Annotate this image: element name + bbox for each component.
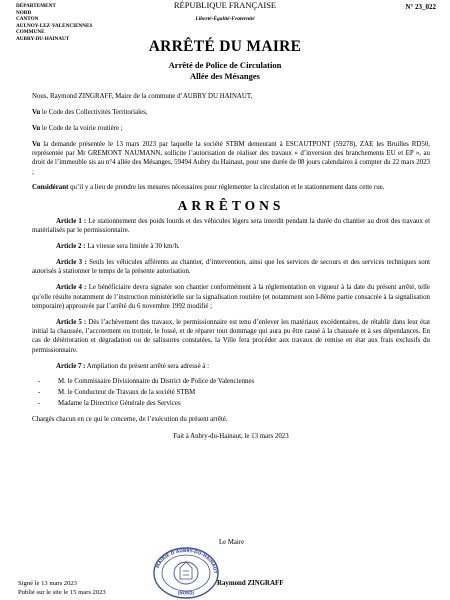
republic-header (0, 0, 450, 24)
considerant-lead: Considérant (32, 184, 69, 192)
signature-name: Raymond ZINGRAFF (217, 580, 284, 587)
mayor-label: Le Maire (219, 539, 245, 546)
article-7 (32, 362, 430, 371)
published-date: Publié sur le site le 15 mars 2023 (18, 589, 106, 596)
mairie-seal-icon (152, 546, 220, 600)
article-text: Dès l’achèvement des travaux, le permissionnaire est tenu d’enlever les matériaux excédentaires, de rétablir dans leur état initial la chaussée, l’accotement ou trottoir, le fossé, et de réparer tout dommage qui aura pu être causé à la chaussée et à ses dépendances. En cas de détérioration et dégradation ou de salissures constatées, la Ville fera procéder aux travaux de remise en état aux frais exclusifs du permissionnaire. (32, 318, 430, 354)
vu-paragraph (32, 124, 430, 133)
admin-line: NORD (16, 9, 32, 16)
article-lead: Article 1 : (56, 218, 87, 226)
article-lead: Article 3 : (56, 259, 87, 267)
vu-paragraph (32, 108, 430, 117)
page-title: ARRÊTÉ DU MAIRE (148, 38, 302, 55)
article-text: Le stationnement des poids lourds et des véhicules légers sera interdit pendant la durée du chantier au droit des travaux et matérialisés par le permissionnaire. (32, 218, 430, 235)
considerant-text: qu’il y a lieu de prendre les mesures nécessaires pour réglementer la circulation et le stationnement dans cette rue. (68, 184, 385, 192)
subtitle (0, 60, 450, 82)
document-body (32, 92, 430, 448)
list-item: - M. le Conducteur de Travaux de la société STBM (32, 388, 430, 397)
article-3 (32, 258, 430, 277)
article-text: Seuls les véhicules afférents au chantier, d’intervention, ainsi que les services de secours et des services techniques sont autorisés à stationner le temps de la présente autorisation. (32, 259, 430, 276)
article-5 (32, 318, 430, 355)
vu-lead: Vu (32, 124, 41, 132)
svg-text:(NORD): (NORD) (177, 590, 195, 596)
republic-title: RÉPUBLIQUE FRANÇAISE (173, 0, 277, 10)
article-2 (32, 242, 430, 251)
admin-line: DÉPARTEMENT (16, 3, 56, 9)
vu-text: le Code des Collectivités Territoriales, (40, 108, 148, 116)
article-1 (32, 217, 430, 236)
vu-text: le Code de la voirie routière ; (40, 124, 123, 132)
intro-paragraph: Nous, Raymond ZINGRAFF, Maire de la commune d’AUBRY DU HAINAUT, (32, 93, 253, 100)
vu-paragraph (32, 140, 430, 177)
admin-line: AUBRY-DU-HAINAUT (16, 35, 70, 42)
republic-motto: Liberté-Égalité-Fraternité (195, 16, 255, 22)
admin-line: COMMUNE (16, 29, 45, 36)
publication-footer (18, 579, 106, 597)
subtitle-line: Arrêté de Police de Circulation (168, 60, 282, 70)
admin-line: CANTON (16, 16, 39, 23)
article-lead: Article 2 : (56, 243, 86, 251)
article-lead: Article 4 : (56, 284, 87, 292)
considerant-paragraph (32, 183, 430, 192)
article-text: Le bénéficiaire devra signaler son chantier conformément à la réglementation en vigueur à la date du présent arrêté, telle qu’elle résulte notamment de l’instruction ministérielle sur la signalisation routière (et notamment son I-8ème partie consacrée à la signalisation temporaire) approuvée par l’arrêté du 6 novembre 1992 modifié ; (32, 284, 430, 310)
vu-text: la demande présentée le 13 mars 2023 par laquelle la société STBM demeurant à ESCAUTPONT (59278), ZAE les Bruilles RD50, représentée par Mr GREMONT NAUMANN, sollicite l’autorisation de réaliser des travaux « d’inversion des branchements EU et EP », au droit de l’immeuble sis au n°4 allée des Mésanges, 59494 Aubry du Hainaut, pour une durée de 08 jours calendaires à compter du 22 mars 2023 ; (32, 140, 430, 176)
article-4 (32, 283, 430, 311)
admin-line: AULNOY-LEZ-VALENCIENNES (16, 22, 93, 29)
article-lead: Article 7 : (56, 362, 86, 370)
vu-lead: Vu (32, 140, 41, 148)
closing-paragraph: Chargés chacun en ce qui le concerne, de l’exécution du présent arrêté. (32, 416, 228, 424)
signed-date: Signé le 13 mars 2023 (18, 580, 77, 587)
subtitle-line: Allée des Mésanges (190, 71, 260, 81)
place-date: Fait à Aubry-du-Hainaut, le 13 mars 2023 (173, 433, 289, 441)
decree-number: N° 23_022 (405, 3, 436, 11)
article-text: La vitesse sera limitée à 30 km/h. (85, 243, 180, 251)
svg-text:MAIRIE D'AUBRY-DU-HAINAUT: MAIRIE D'AUBRY-DU-HAINAUT (155, 548, 218, 574)
recipient-list (32, 377, 430, 408)
article-text: Ampliation du présent arrêté sera adressé à : (85, 362, 210, 370)
vu-lead: Vu (32, 108, 41, 116)
list-item: - Madame la Directrice Générale des Services (32, 399, 430, 408)
article-lead: Article 5 : (56, 318, 87, 326)
list-item: - M. le Commissaire Divisionnaire du District de Police de Valenciennes (32, 377, 430, 386)
arretons-heading: ARRÊTONS (177, 197, 285, 213)
